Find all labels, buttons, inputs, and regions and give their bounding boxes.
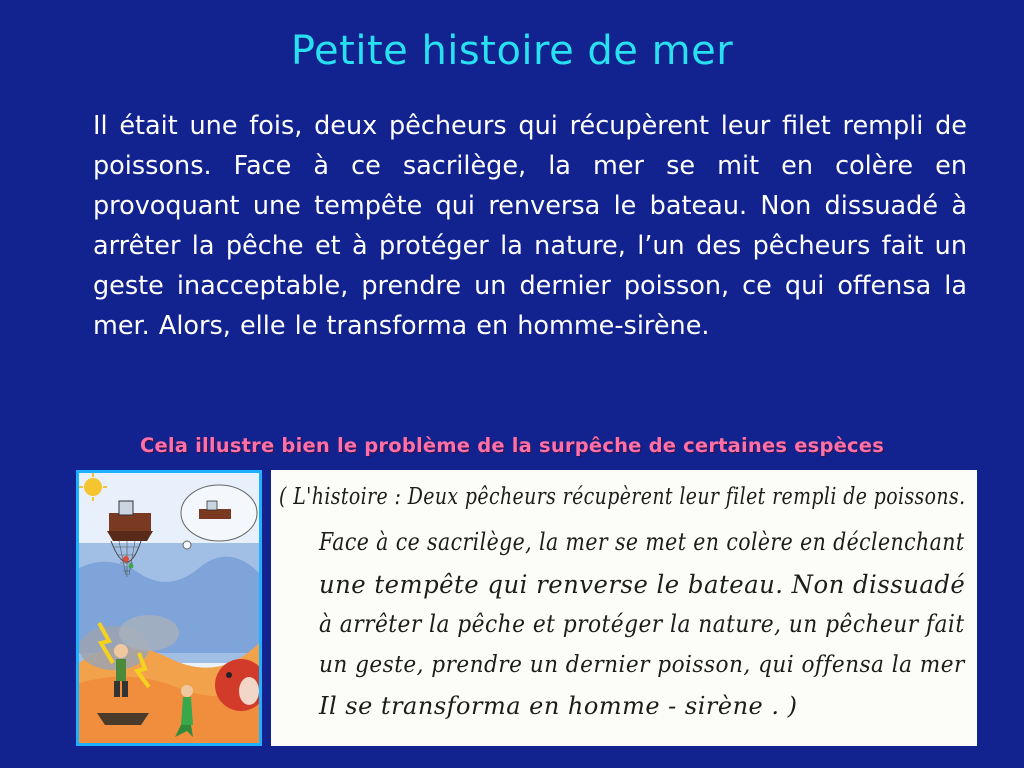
- slide-title: Petite histoire de mer: [290, 28, 734, 74]
- handwritten-line: à arrêter la pêche et protéger la nature, un pêcheur fait: [319, 610, 965, 638]
- story-paragraph: Il était une fois, deux pêcheurs qui récupèrent leur filet rempli de poissons. Face à ce sacrilège, la mer se mit en colère en provoquant une tempête qui renversa le bateau. Non dissuadé à arrêter la pêche et à protéger la nature, l’un des pêcheurs fait un geste inacceptable, prendre un dernier poisson, ce qui offensa la mer. Alors, elle le transforma en homme-sirène.: [93, 111, 967, 341]
- handwritten-line: une tempête qui renverse le bateau. Non dissuadé: [319, 570, 966, 599]
- handwritten-line: Il se transforma en homme - sirène . ): [319, 692, 798, 720]
- handwritten-line: un geste, prendre un dernier poisson, qui offensa la mer: [319, 650, 965, 678]
- drawing-svg: [79, 473, 259, 743]
- handwritten-line: ( L'histoire : Deux pêcheurs récupèrent leur filet rempli de poissons.: [279, 484, 966, 510]
- child-drawing-illustration: [76, 470, 262, 746]
- caption-text: Cela illustre bien le problème de la surpêche de certaines espèces: [139, 434, 885, 457]
- handwritten-story: [271, 470, 977, 746]
- handwritten-line: Face à ce sacrilège, la mer se met en colère en déclenchant: [319, 528, 965, 556]
